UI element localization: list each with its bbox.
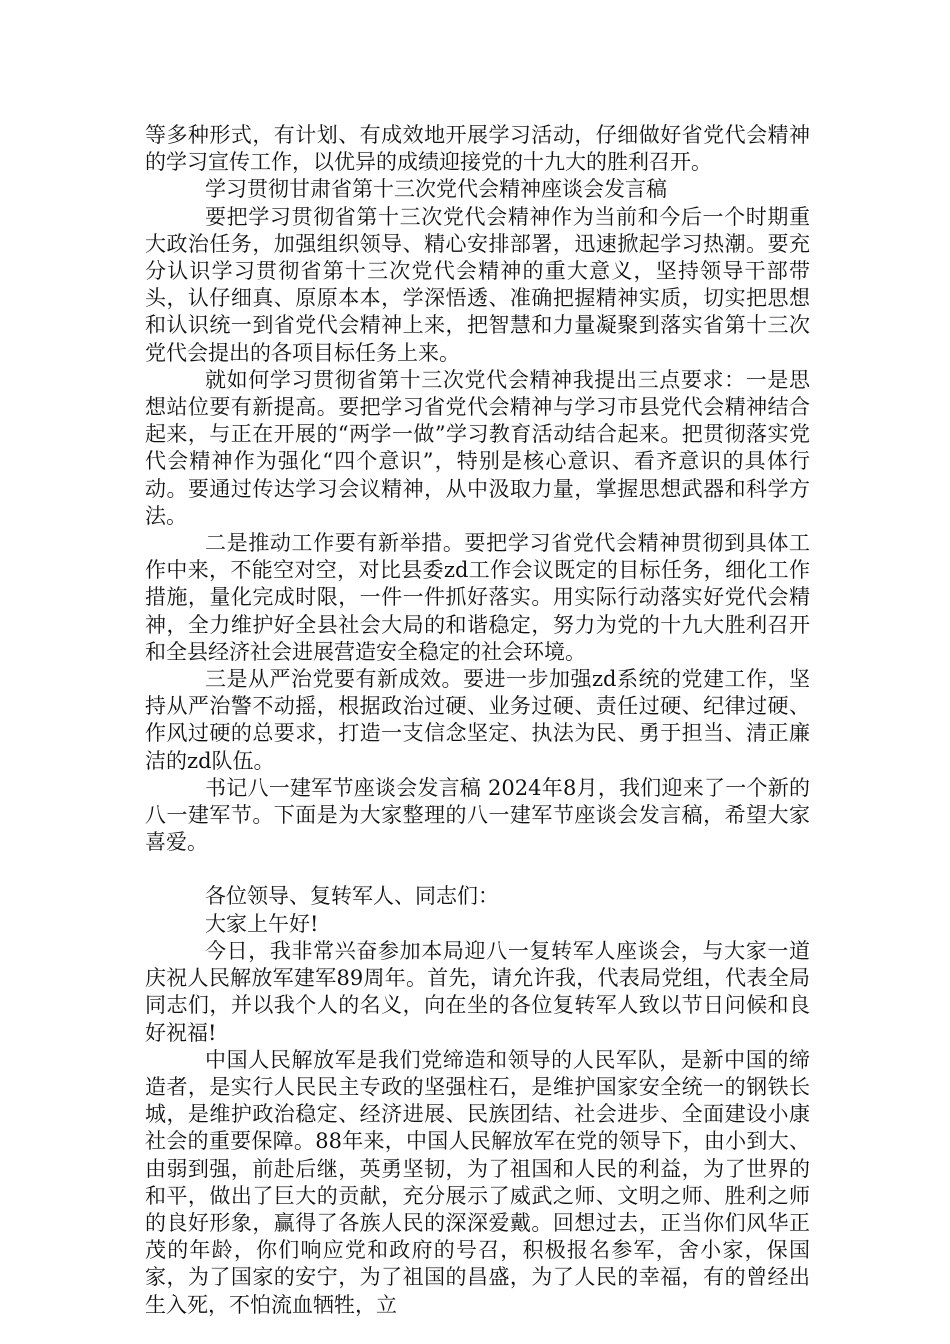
paragraph-6: 书记八一建军节座谈会发言稿 2024年8月，我们迎来了一个新的八一建军节。下面是为大家整理的八一建军节座谈会发言稿，希望大家喜爱。	[145, 775, 810, 855]
paragraph-8: 中国人民解放军是我们党缔造和领导的人民军队，是新中国的缔造者，是实行人民民主专政的坚强柱石，是维护国家安全统一的钢铁长城，是维护政治稳定、经济进展、民族团结、社会进步、全面建设小康社会的重要保障。88年来，中国人民解放军在党的领导下，由小到大、由弱到强，前赴后继，英勇坚韧，为了祖国和人民的利益，为了世界的和平，做出了巨大的贡献，充分展示了威武之师、文明之师、胜利之师的良好形象，赢得了各族人民的深深爱戴。回想过去，正当你们风华正茂的年龄，你们响应党和政府的号召，积极报名参军，舍小家，保国家，为了国家的安宁，为了祖国的昌盛，为了人民的幸福，有的曾经出生入死，不怕流血牺牲，立	[145, 1047, 810, 1317]
greeting: 大家上午好!	[205, 911, 319, 936]
paragraph-4: 二是推动工作要有新举措。要把学习省党代会精神贯彻到具体工作中来，不能空对空，对比县委zd工作会议既定的目标任务，细化工作措施，量化完成时限，一件一件抓好落实。用实际行动落实好党代会精神，全力维护好全县社会大局的和谐稳定，努力为党的十九大胜利召开和全县经济社会进展营造安全稳定的社会环境。	[145, 531, 810, 664]
speech-title-1: 学习贯彻甘肃省第十三次党代会精神座谈会发言稿	[205, 177, 667, 202]
paragraph-2: 要把学习贯彻省第十三次党代会精神作为当前和今后一个时期重大政治任务，加强组织领导、精心安排部署，迅速掀起学习热潮。要充分认识学习贯彻省第十三次党代会精神的重大意义，坚持领导干部带头，认仔细真、原原本本，学深悟透、准确把握精神实质，切实把思想和认识统一到省党代会精神上来，把智慧和力量凝聚到落实省第十三次党代会提出的各项目标任务上来。	[145, 204, 810, 365]
salutation: 各位领导、复转军人、同志们：	[205, 884, 499, 909]
document-body	[145, 122, 810, 1319]
paragraph-5: 三是从严治党要有新成效。要进一步加强zd系统的党建工作，坚持从严治警不动摇，根据政治过硬、业务过硬、责任过硬、纪律过硬、作风过硬的总要求，打造一支信念坚定、执法为民、勇于担当、清正廉洁的zd队伍。	[145, 667, 810, 773]
paragraph-1: 等多种形式，有计划、有成效地开展学习活动，仔细做好省党代会精神的学习宣传工作，以优异的成绩迎接党的十九大的胜利召开。	[145, 123, 810, 175]
paragraph-7: 今日，我非常兴奋参加本局迎八一复转军人座谈会，与大家一道庆祝人民解放军建军89周年。首先，请允许我，代表局党组，代表全局同志们，并以我个人的名义，向在坐的各位复转军人致以节日问候和良好祝福!	[145, 938, 810, 1045]
paragraph-3: 就如何学习贯彻省第十三次党代会精神我提出三点要求：一是思想站位要有新提高。要把学习省党代会精神与学习市县党代会精神结合起来，与正在开展的“两学一做”学习教育活动结合起来。把贯彻落实党代会精神作为强化“四个意识”，特别是核心意识、看齐意识的具体行动。要通过传达学习会议精神，从中汲取力量，掌握思想武器和科学方法。	[145, 367, 810, 528]
blank-line	[145, 856, 810, 883]
